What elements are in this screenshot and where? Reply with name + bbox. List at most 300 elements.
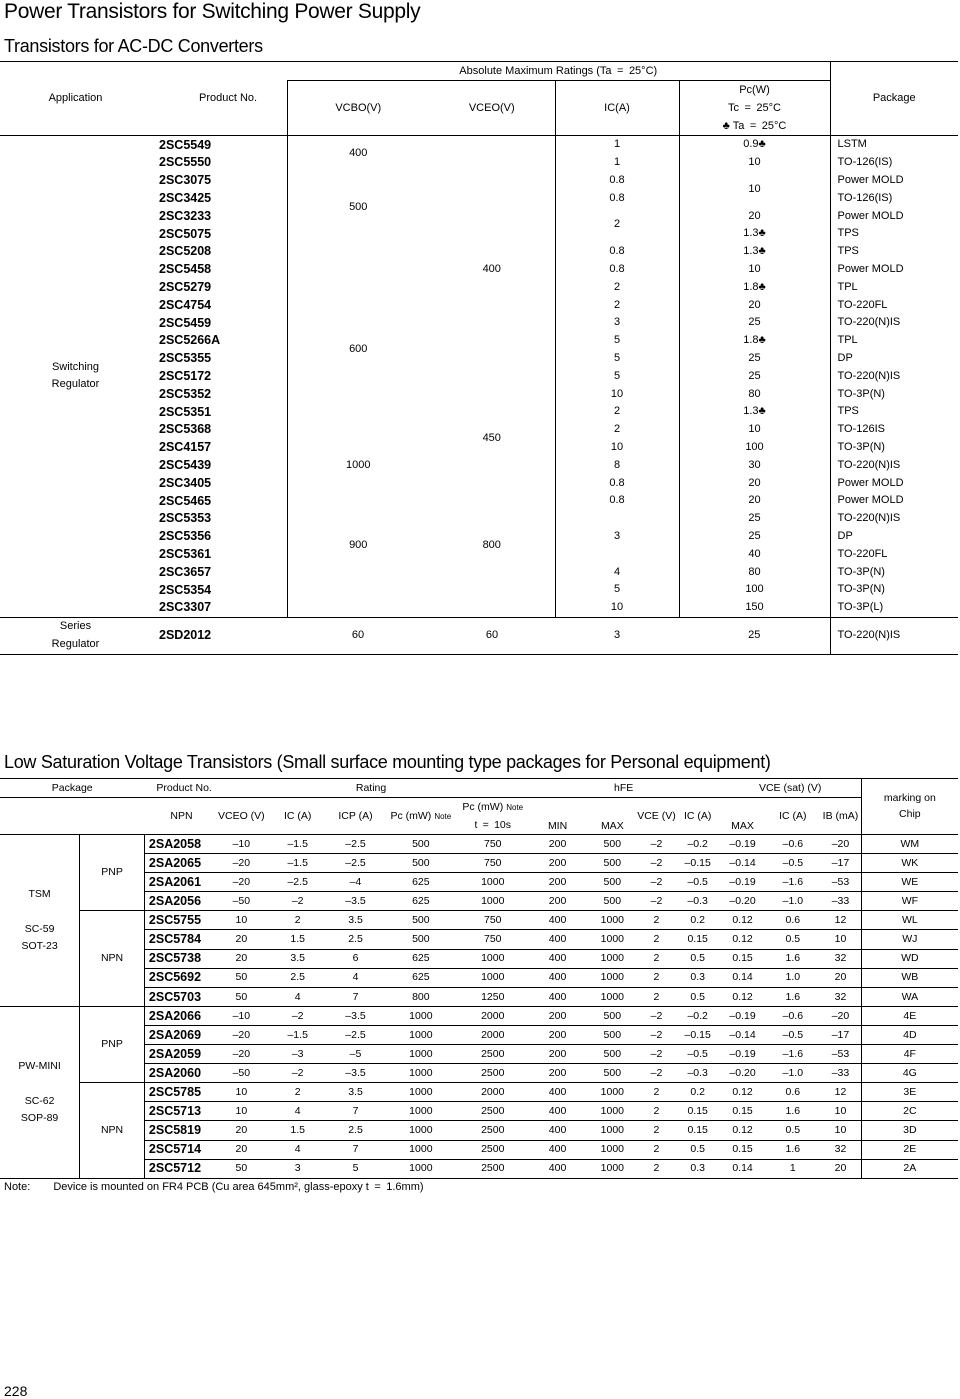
product-number: 2SC5439 xyxy=(159,457,212,472)
table-cell: 4F xyxy=(861,1045,958,1064)
table-cell: –0.6 xyxy=(765,835,820,854)
table-cell: 4 xyxy=(268,1140,327,1159)
product-number: 2SC5172 xyxy=(159,369,212,383)
table-cell: 500 xyxy=(384,854,458,873)
table-cell: 1000 xyxy=(384,1025,458,1044)
table-cell: 2500 xyxy=(458,1102,528,1121)
table-cell: 3D xyxy=(861,1121,958,1140)
ic-value: 2 xyxy=(555,421,679,439)
table-cell: 1250 xyxy=(458,987,528,1006)
application-label: Switching xyxy=(51,360,100,373)
table-cell: 2.5 xyxy=(268,968,327,987)
product-number: 2SC5465 xyxy=(159,493,212,508)
table-cell: 2 xyxy=(637,930,676,949)
table-cell: 20 xyxy=(214,1140,268,1159)
table-cell: 2 xyxy=(637,1140,676,1159)
package-value: Power MOLD xyxy=(830,261,958,279)
package-label: SOP-89 xyxy=(20,1111,59,1124)
table-cell: 10 xyxy=(214,1102,268,1121)
table-cell: 20 xyxy=(214,949,268,968)
product-number: 2SC5712 xyxy=(144,1159,214,1178)
vcbo-value: 500 xyxy=(287,172,429,243)
pc-value: 20 xyxy=(679,207,830,225)
table-cell: 1000 xyxy=(384,1064,458,1083)
table-cell: 1000 xyxy=(587,1159,637,1178)
table-cell: –3 xyxy=(268,1045,327,1064)
pc-value: 1.3♣ xyxy=(679,403,830,421)
ic-value: 0.8 xyxy=(555,189,679,207)
package-value: TPL xyxy=(830,278,958,296)
table-cell: 0.5 xyxy=(676,1140,720,1159)
table-cell: –0.2 xyxy=(676,1006,720,1025)
table-cell: 4E xyxy=(861,1006,958,1025)
table-cell: –1.5 xyxy=(268,1025,327,1044)
header-package: Package xyxy=(830,62,958,136)
table-cell: 0.5 xyxy=(765,930,820,949)
table-row xyxy=(0,1102,958,1121)
table-cell: 1000 xyxy=(384,1102,458,1121)
package-value: TO-220(N)IS xyxy=(830,617,958,654)
table-cell: –0.15 xyxy=(676,854,720,873)
pc-value: 25 xyxy=(679,314,830,332)
table-cell: 0.5 xyxy=(676,987,720,1006)
header-vcesat: VCE (sat) (V) xyxy=(720,779,862,798)
package-value: DP xyxy=(830,350,958,368)
table-cell: 2 xyxy=(637,1121,676,1140)
table-cell: 500 xyxy=(384,835,458,854)
table-cell: –3.5 xyxy=(327,1006,384,1025)
package-value: TPS xyxy=(830,225,958,243)
table-cell: 2E xyxy=(861,1140,958,1159)
table-cell: 500 xyxy=(587,892,637,911)
table-cell: 200 xyxy=(528,873,588,892)
table-cell: 32 xyxy=(820,1140,861,1159)
header-ic: IC (A) xyxy=(765,798,820,835)
table-cell: 3.5 xyxy=(327,911,384,930)
package-value: TO-220FL xyxy=(830,296,958,314)
ic-value: 3 xyxy=(555,510,679,563)
table-cell: 500 xyxy=(587,873,637,892)
footnote-text: Device is mounted on FR4 PCB (Cu area 645mm², glass-epoxy t = 1.6mm) xyxy=(53,1181,424,1193)
table-cell: –1.6 xyxy=(765,873,820,892)
table-cell: 0.15 xyxy=(720,1102,766,1121)
table-cell: –0.19 xyxy=(720,1006,766,1025)
note-label: Note xyxy=(506,802,524,812)
pc-value: 0.9♣ xyxy=(679,136,830,154)
product-number: 2SC3425 xyxy=(159,191,212,206)
polarity-label: PNP xyxy=(80,1006,145,1082)
vceo-value: 800 xyxy=(429,474,555,617)
package-value: TPL xyxy=(830,332,958,350)
header-row xyxy=(0,798,958,817)
pc-value: 100 xyxy=(679,581,830,599)
section-title-ac-dc: Transistors for AC-DC Converters xyxy=(4,36,263,56)
table-cell: 1000 xyxy=(587,911,637,930)
table-cell: 1000 xyxy=(587,1102,637,1121)
package-value: TPS xyxy=(830,403,958,421)
product-number: 2SA2066 xyxy=(144,1006,214,1025)
table-cell: –0.2 xyxy=(676,835,720,854)
table-cell: 2500 xyxy=(458,1064,528,1083)
header-tc: Tc = 25°C xyxy=(679,99,830,117)
package-value: Power MOLD xyxy=(830,474,958,492)
application-label: Regulator xyxy=(51,378,100,391)
table-cell: WM xyxy=(861,835,958,854)
table-cell: 2.5 xyxy=(327,930,384,949)
product-number: 2SC5784 xyxy=(144,930,214,949)
table-cell: –0.5 xyxy=(765,1025,820,1044)
header-absmax: Absolute Maximum Ratings (Ta = 25°C) xyxy=(287,62,830,81)
table-cell: 1.5 xyxy=(268,1121,327,1140)
product-number: 2SC3405 xyxy=(159,475,212,490)
table-cell: 2500 xyxy=(458,1140,528,1159)
product-number: 2SC3233 xyxy=(159,208,212,223)
table-cell: 1000 xyxy=(587,930,637,949)
table-cell: 10 xyxy=(820,1121,861,1140)
table-cell: 20 xyxy=(820,968,861,987)
product-number: 2SC5361 xyxy=(159,546,212,561)
header-pc-10s xyxy=(458,798,528,817)
polarity-label: NPN xyxy=(80,1083,145,1178)
vceo-value: 450 xyxy=(482,432,501,445)
table-row xyxy=(0,1140,958,1159)
table-cell: 1000 xyxy=(587,1083,637,1102)
table-cell: WK xyxy=(861,854,958,873)
vcbo-value: 900 xyxy=(287,474,429,617)
table-cell: –2 xyxy=(637,1064,676,1083)
table-cell: 0.12 xyxy=(720,930,766,949)
table-cell: –0.19 xyxy=(720,873,766,892)
table-cell: 200 xyxy=(528,892,588,911)
table-row xyxy=(0,835,958,854)
product-number: 2SA2069 xyxy=(144,1025,214,1044)
table-cell: 20 xyxy=(214,1121,268,1140)
table-cell: 4 xyxy=(268,987,327,1006)
marking-label: marking on xyxy=(883,791,936,804)
table-cell: 50 xyxy=(214,1159,268,1178)
table-cell: WA xyxy=(861,987,958,1006)
table-cell: 0.2 xyxy=(676,911,720,930)
table-cell: –0.19 xyxy=(720,1045,766,1064)
product-number: 2SC5549 xyxy=(151,136,287,154)
table-cell: 625 xyxy=(384,968,458,987)
pc-value: 10 xyxy=(679,421,830,439)
package-value: TO-220(N)IS xyxy=(830,314,958,332)
table-row xyxy=(0,136,958,154)
package-value: TO-220(N)IS xyxy=(830,456,958,474)
vcbo-value: 1000 xyxy=(287,456,429,474)
table-cell: 3.5 xyxy=(327,1083,384,1102)
table-row xyxy=(0,1064,958,1083)
table-cell: 10 xyxy=(214,911,268,930)
product-number: 2SC5819 xyxy=(144,1121,214,1140)
table-cell: –2 xyxy=(637,1045,676,1064)
table-cell: 0.12 xyxy=(720,1121,766,1140)
header-row xyxy=(0,62,958,81)
table-cell: –0.5 xyxy=(676,873,720,892)
table-cell: 2500 xyxy=(458,1121,528,1140)
table-cell: –0.5 xyxy=(765,854,820,873)
pc-value: 25 xyxy=(679,367,830,385)
product-number: 2SC5266A xyxy=(159,333,221,348)
table-cell: 0.15 xyxy=(720,949,766,968)
ic-value: 5 xyxy=(555,350,679,368)
product-number: 2SD2012 xyxy=(151,617,287,654)
vcbo-value: 60 xyxy=(287,617,429,654)
product-number: 2SC5459 xyxy=(159,315,212,330)
table-cell: 750 xyxy=(458,854,528,873)
product-number: 2SC5075 xyxy=(159,226,212,241)
table-cell: 1000 xyxy=(384,1140,458,1159)
table-cell: 500 xyxy=(587,835,637,854)
table-cell: 5 xyxy=(327,1159,384,1178)
ic-value: 10 xyxy=(555,599,679,617)
table-row xyxy=(0,854,958,873)
table-cell: –33 xyxy=(820,1064,861,1083)
table-cell: 500 xyxy=(587,1025,637,1044)
table-cell: WJ xyxy=(861,930,958,949)
header-pc xyxy=(384,798,458,835)
table-cell: 1000 xyxy=(384,1121,458,1140)
table-cell: 12 xyxy=(820,1083,861,1102)
package-value: TO-126(IS) xyxy=(830,154,958,172)
polarity-label: NPN xyxy=(80,911,145,1006)
product-number: 2SC5353 xyxy=(159,511,212,526)
table-cell: –2 xyxy=(268,1006,327,1025)
ic-value: 0.8 xyxy=(555,474,679,492)
table-cell: 500 xyxy=(587,854,637,873)
table-cell: 0.14 xyxy=(720,1159,766,1178)
table-cell: 200 xyxy=(528,1006,588,1025)
header-rating: Rating xyxy=(214,779,527,798)
table-cell: 0.6 xyxy=(765,911,820,930)
header-product: Product No. xyxy=(144,779,214,798)
pc-value: 1.8♣ xyxy=(679,332,830,350)
table-cell: –1.5 xyxy=(268,854,327,873)
table-cell: –2.5 xyxy=(327,854,384,873)
table-cell: 7 xyxy=(327,1140,384,1159)
vcbo-value: 400 xyxy=(287,136,429,172)
table-cell: –2 xyxy=(637,1006,676,1025)
ic-value: 5 xyxy=(555,581,679,599)
product-number: 2SC3657 xyxy=(159,564,212,579)
table-cell: 200 xyxy=(528,1064,588,1083)
ac-dc-transistor-table xyxy=(0,61,958,655)
ic-value: 8 xyxy=(555,456,679,474)
ic-value: 3 xyxy=(555,314,679,332)
table-cell: –0.20 xyxy=(720,892,766,911)
table-cell: 2 xyxy=(637,911,676,930)
table-cell: –0.15 xyxy=(676,1025,720,1044)
ic-value: 0.8 xyxy=(555,172,679,190)
table-cell: –20 xyxy=(820,835,861,854)
table-cell: 1000 xyxy=(384,1159,458,1178)
table-row xyxy=(0,1159,958,1178)
table-cell: 0.3 xyxy=(676,968,720,987)
table-row xyxy=(0,911,958,930)
table-cell: 1000 xyxy=(587,1121,637,1140)
table-cell: 2 xyxy=(637,1083,676,1102)
pc-value: 20 xyxy=(679,296,830,314)
product-number: 2SA2061 xyxy=(144,873,214,892)
table-cell: 200 xyxy=(528,1045,588,1064)
table-cell: 1000 xyxy=(587,968,637,987)
pc-value: 20 xyxy=(679,474,830,492)
table-cell: 32 xyxy=(820,949,861,968)
table-cell: –0.14 xyxy=(720,1025,766,1044)
ic-value: 2 xyxy=(555,207,679,243)
product-number: 2SC5356 xyxy=(159,529,212,544)
table-cell: –1.6 xyxy=(765,1045,820,1064)
table-cell: –53 xyxy=(820,873,861,892)
table-cell: 800 xyxy=(384,987,458,1006)
product-number: 2SC5714 xyxy=(144,1140,214,1159)
table-cell: 400 xyxy=(528,968,588,987)
table-cell: 1000 xyxy=(384,1045,458,1064)
package-value: TO-3P(N) xyxy=(830,563,958,581)
product-number: 2SC5738 xyxy=(144,949,214,968)
package-value: Power MOLD xyxy=(830,207,958,225)
table-cell: 0.5 xyxy=(765,1121,820,1140)
table-cell: 500 xyxy=(587,1064,637,1083)
table-cell: 1000 xyxy=(458,892,528,911)
pc-value: 20 xyxy=(679,492,830,510)
product-number: 2SC5755 xyxy=(144,911,214,930)
header-vcbo: VCBO(V) xyxy=(287,81,429,136)
table-cell: –53 xyxy=(820,1045,861,1064)
table-cell: 3.5 xyxy=(268,949,327,968)
header-application: Application xyxy=(0,62,151,136)
table-cell: 500 xyxy=(587,1006,637,1025)
header-ic: IC (A) xyxy=(268,798,327,835)
package-value: TPS xyxy=(830,243,958,261)
header-vceo: VCEO(V) xyxy=(429,81,555,136)
product-number: 2SC5352 xyxy=(159,386,212,401)
pc-value: 25 xyxy=(679,528,830,546)
package-group xyxy=(0,1006,80,1178)
marking-label: Chip xyxy=(899,807,921,820)
table-row xyxy=(0,1045,958,1064)
header-max: MAX xyxy=(587,798,637,835)
footnote xyxy=(4,1181,444,1193)
table-cell: –50 xyxy=(214,1064,268,1083)
table-cell: 2000 xyxy=(458,1006,528,1025)
table-cell: 1000 xyxy=(587,1140,637,1159)
product-number: 2SC3075 xyxy=(159,173,212,188)
package-value: TO-126IS xyxy=(830,421,958,439)
table-cell: 2A xyxy=(861,1159,958,1178)
table-cell: 7 xyxy=(327,987,384,1006)
polarity-label: PNP xyxy=(80,835,145,911)
header-max: MAX xyxy=(720,798,766,835)
table-cell: WE xyxy=(861,873,958,892)
ic-value: 10 xyxy=(555,439,679,457)
product-number: 2SC5351 xyxy=(159,404,212,419)
table-cell: 10 xyxy=(820,930,861,949)
ic-value: 3 xyxy=(555,617,679,654)
product-number: 2SC5458 xyxy=(159,262,212,277)
table-cell: 400 xyxy=(528,1121,588,1140)
pc-value: 10 xyxy=(679,172,830,208)
header-pc: Pc(W) xyxy=(679,81,830,100)
table-cell: –0.19 xyxy=(720,835,766,854)
table-cell: 1000 xyxy=(384,1006,458,1025)
pc-value: 25 xyxy=(679,510,830,528)
table-cell: 3E xyxy=(861,1083,958,1102)
ic-value: 2 xyxy=(555,278,679,296)
table-cell: 400 xyxy=(528,911,588,930)
low-saturation-transistor-table xyxy=(0,778,958,1179)
table-cell: 1000 xyxy=(458,873,528,892)
ic-value: 5 xyxy=(555,367,679,385)
table-cell: 750 xyxy=(458,930,528,949)
product-number: 2SA2058 xyxy=(144,835,214,854)
product-number: 2SA2060 xyxy=(144,1064,214,1083)
table-cell: 2.5 xyxy=(327,1121,384,1140)
header-ta: ♣ Ta = 25°C xyxy=(679,117,830,136)
table-cell: 1000 xyxy=(587,987,637,1006)
ic-value: 2 xyxy=(555,403,679,421)
table-cell: 4 xyxy=(327,968,384,987)
ic-value: 2 xyxy=(555,296,679,314)
package-value: TO-220(N)IS xyxy=(830,510,958,528)
table-cell: –2 xyxy=(268,892,327,911)
table-cell: 1000 xyxy=(384,1083,458,1102)
table-cell: –5 xyxy=(327,1045,384,1064)
table-cell: 0.5 xyxy=(676,949,720,968)
table-cell: 0.6 xyxy=(765,1083,820,1102)
table-cell: 400 xyxy=(528,1083,588,1102)
application-series xyxy=(0,617,151,654)
table-cell: 20 xyxy=(214,930,268,949)
table-cell: 1.6 xyxy=(765,1102,820,1121)
table-cell: 400 xyxy=(528,1140,588,1159)
product-number: 2SA2056 xyxy=(144,892,214,911)
table-cell: –1.0 xyxy=(765,1064,820,1083)
product-number: 2SC5785 xyxy=(144,1083,214,1102)
header-ic: IC(A) xyxy=(555,81,679,136)
package-label: SC-59 xyxy=(24,923,55,936)
vcbo-value: 600 xyxy=(287,243,429,457)
table-row xyxy=(0,617,958,654)
table-cell: –0.3 xyxy=(676,1064,720,1083)
table-cell: –2 xyxy=(637,854,676,873)
table-row xyxy=(0,892,958,911)
table-cell: –0.20 xyxy=(720,1064,766,1083)
table-cell: 0.15 xyxy=(676,930,720,949)
page-number: 228 xyxy=(4,1383,28,1399)
table-row xyxy=(0,930,958,949)
package-group xyxy=(0,835,80,1007)
table-cell: –33 xyxy=(820,892,861,911)
table-cell: 7 xyxy=(327,1102,384,1121)
pc-value: 150 xyxy=(679,599,830,617)
table-cell: 0.12 xyxy=(720,987,766,1006)
table-cell: –2 xyxy=(637,1025,676,1044)
table-cell: 2 xyxy=(268,1083,327,1102)
package-value: Power MOLD xyxy=(830,492,958,510)
table-cell: 1000 xyxy=(458,949,528,968)
product-number: 2SC5368 xyxy=(159,422,212,437)
header-package: Package xyxy=(0,779,144,798)
table-cell: –10 xyxy=(214,835,268,854)
table-cell: 4 xyxy=(268,1102,327,1121)
product-number: 2SC5692 xyxy=(144,968,214,987)
pc-value: 25 xyxy=(679,617,830,654)
table-cell: 500 xyxy=(384,911,458,930)
table-cell: –2 xyxy=(637,892,676,911)
table-row xyxy=(0,949,958,968)
